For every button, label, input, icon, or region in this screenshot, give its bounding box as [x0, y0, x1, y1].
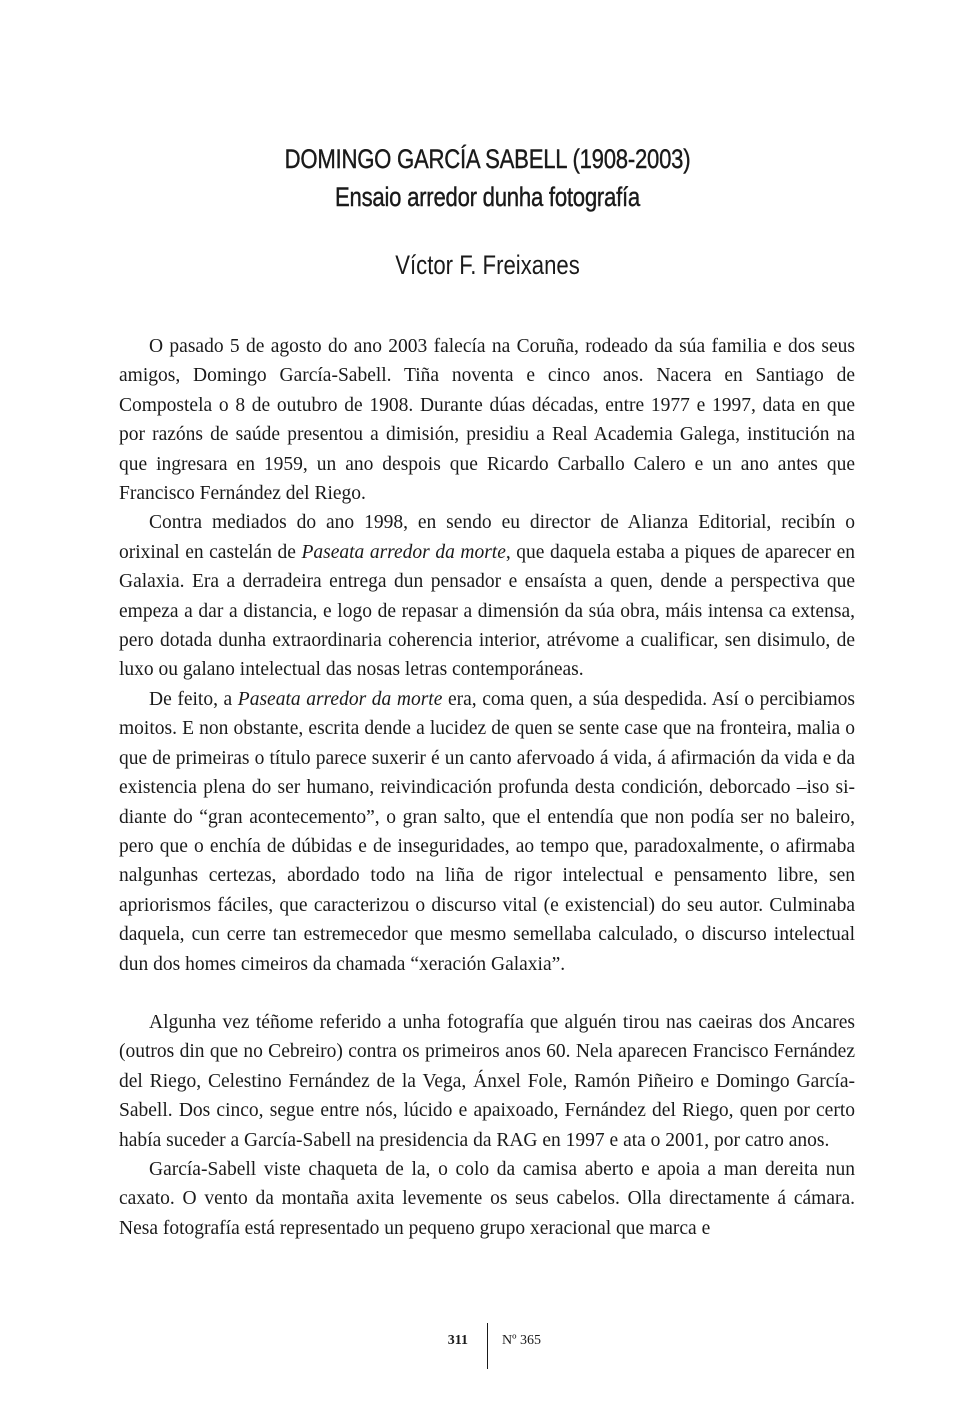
paragraph-text: O pasado 5 de agosto do ano 2003 falecía na Coruña, rodeado da súa familia e dos seus amigos, Domingo García-Sabell. Tiña noventa e cinco anos. Nacera en Santiago de Compostela o 8 de outubro de 1908. Durante dúas décadas, entre 1977 e 1997, data en que por razóns de saúde presentou a dimisión, presidiu a Real Academia Galega, institución na que ingresara en 1959, un ano despois que Ricardo Carballo Calero e un ano antes que Francisco Fernández del Riego. — [119, 336, 855, 505]
paragraph — [119, 685, 855, 979]
author-name: Víctor F. Freixanes — [395, 250, 580, 280]
issue-number: Nº 365 — [502, 1333, 541, 1348]
footer-divider — [487, 1323, 488, 1369]
paragraph — [119, 508, 855, 684]
article-body — [119, 332, 855, 1243]
paragraph-text: , que daquela estaba a piques de aparecer en Galaxia. Era a derradeira entrega dun pensador e ensaísta a quen, dende a perspectiva que empeza a dar a distancia, e logo de repasar a dimensión da súa obra, máis intensa ca extensa, pero dotada dunha extraordinaria coherencia interior, atrévome a cualificar, sen disimulo, de luxo ou galano intelectual das nosas letras contemporáneas. — [119, 541, 855, 681]
paragraph-text: Algunha vez téñome referido a unha fotografía que alguén tirou nas caeiras dos Ancares (outros din que no Cebreiro) contra os primeiros anos 60. Nela aparecen Francisco Fernández del Riego, Celestino Fernández de la Vega, Ánxel Fole, Ramón Piñeiro e Domingo García-Sabell. Dos cinco, segue entre nós, lúcido e apaixoado, Fernández del Riego, quen por certo había suceder a García-Sabell na presidencia da RAG en 1997 e ata o 2001, por catro anos. — [119, 1011, 855, 1151]
page-number: 311 — [447, 1333, 468, 1348]
page-footer — [0, 1323, 975, 1369]
title-line-1: DOMINGO GARCÍA SABELL (1908-2003) — [284, 144, 691, 174]
paragraph-text: Contra mediados do ano 1998, en sendo eu director de Alianza Editorial, recibín o orixinal en castelán de — [119, 512, 855, 563]
paragraph — [119, 332, 855, 508]
book-title: Paseata arredor da morte — [301, 541, 506, 563]
paragraph — [119, 1008, 855, 1155]
paragraph — [119, 1155, 855, 1243]
article-title — [0, 140, 975, 216]
paragraph-text: era, coma quen, a súa despedida. Así o percibiamos moitos. E non obstante, escrita dende a lucidez de quen se sente case que na fronteira, malia o que de primeiras o título parece suxerir é un canto afervoado á vida, á afirmación da vida e da existencia plena do ser humano, reivindicación profunda desta condición, deborcado –iso si- diante do “gran acontecemento”, o gran salto, que el entendía que non podía ser no baleiro, pero que o enchía de dúbidas e de inseguridades, ao tempo que, paradoxalmente, o afirmaba nalgunhas certezas, abordado todo na liña de rigor intelectual e pensamento libre, sen apriorismos fáciles, que caracterizou o discurso vital (e existencial) do seu autor. Culminaba daquela, cun cerre tan estremecedor que mesmo semellaba calculado, o discurso intelectual dun dos homes cimeiros da chamada “xeración Galaxia”. — [119, 688, 855, 975]
book-title: Paseata arredor da morte — [237, 688, 443, 710]
section-break — [119, 979, 855, 1008]
paragraph-text: García-Sabell viste chaqueta de la, o colo da camisa aberto e apoia a man dereita nun caxato. O vento da montaña axita levemente os seus cabelos. Olla directamente á cámara. Nesa fotografía está representado un pequeno grupo xeracional que marca e — [119, 1158, 855, 1239]
title-line-2: Ensaio arredor dunha fotografía — [334, 182, 641, 212]
paragraph-text: De feito, a — [149, 688, 238, 710]
